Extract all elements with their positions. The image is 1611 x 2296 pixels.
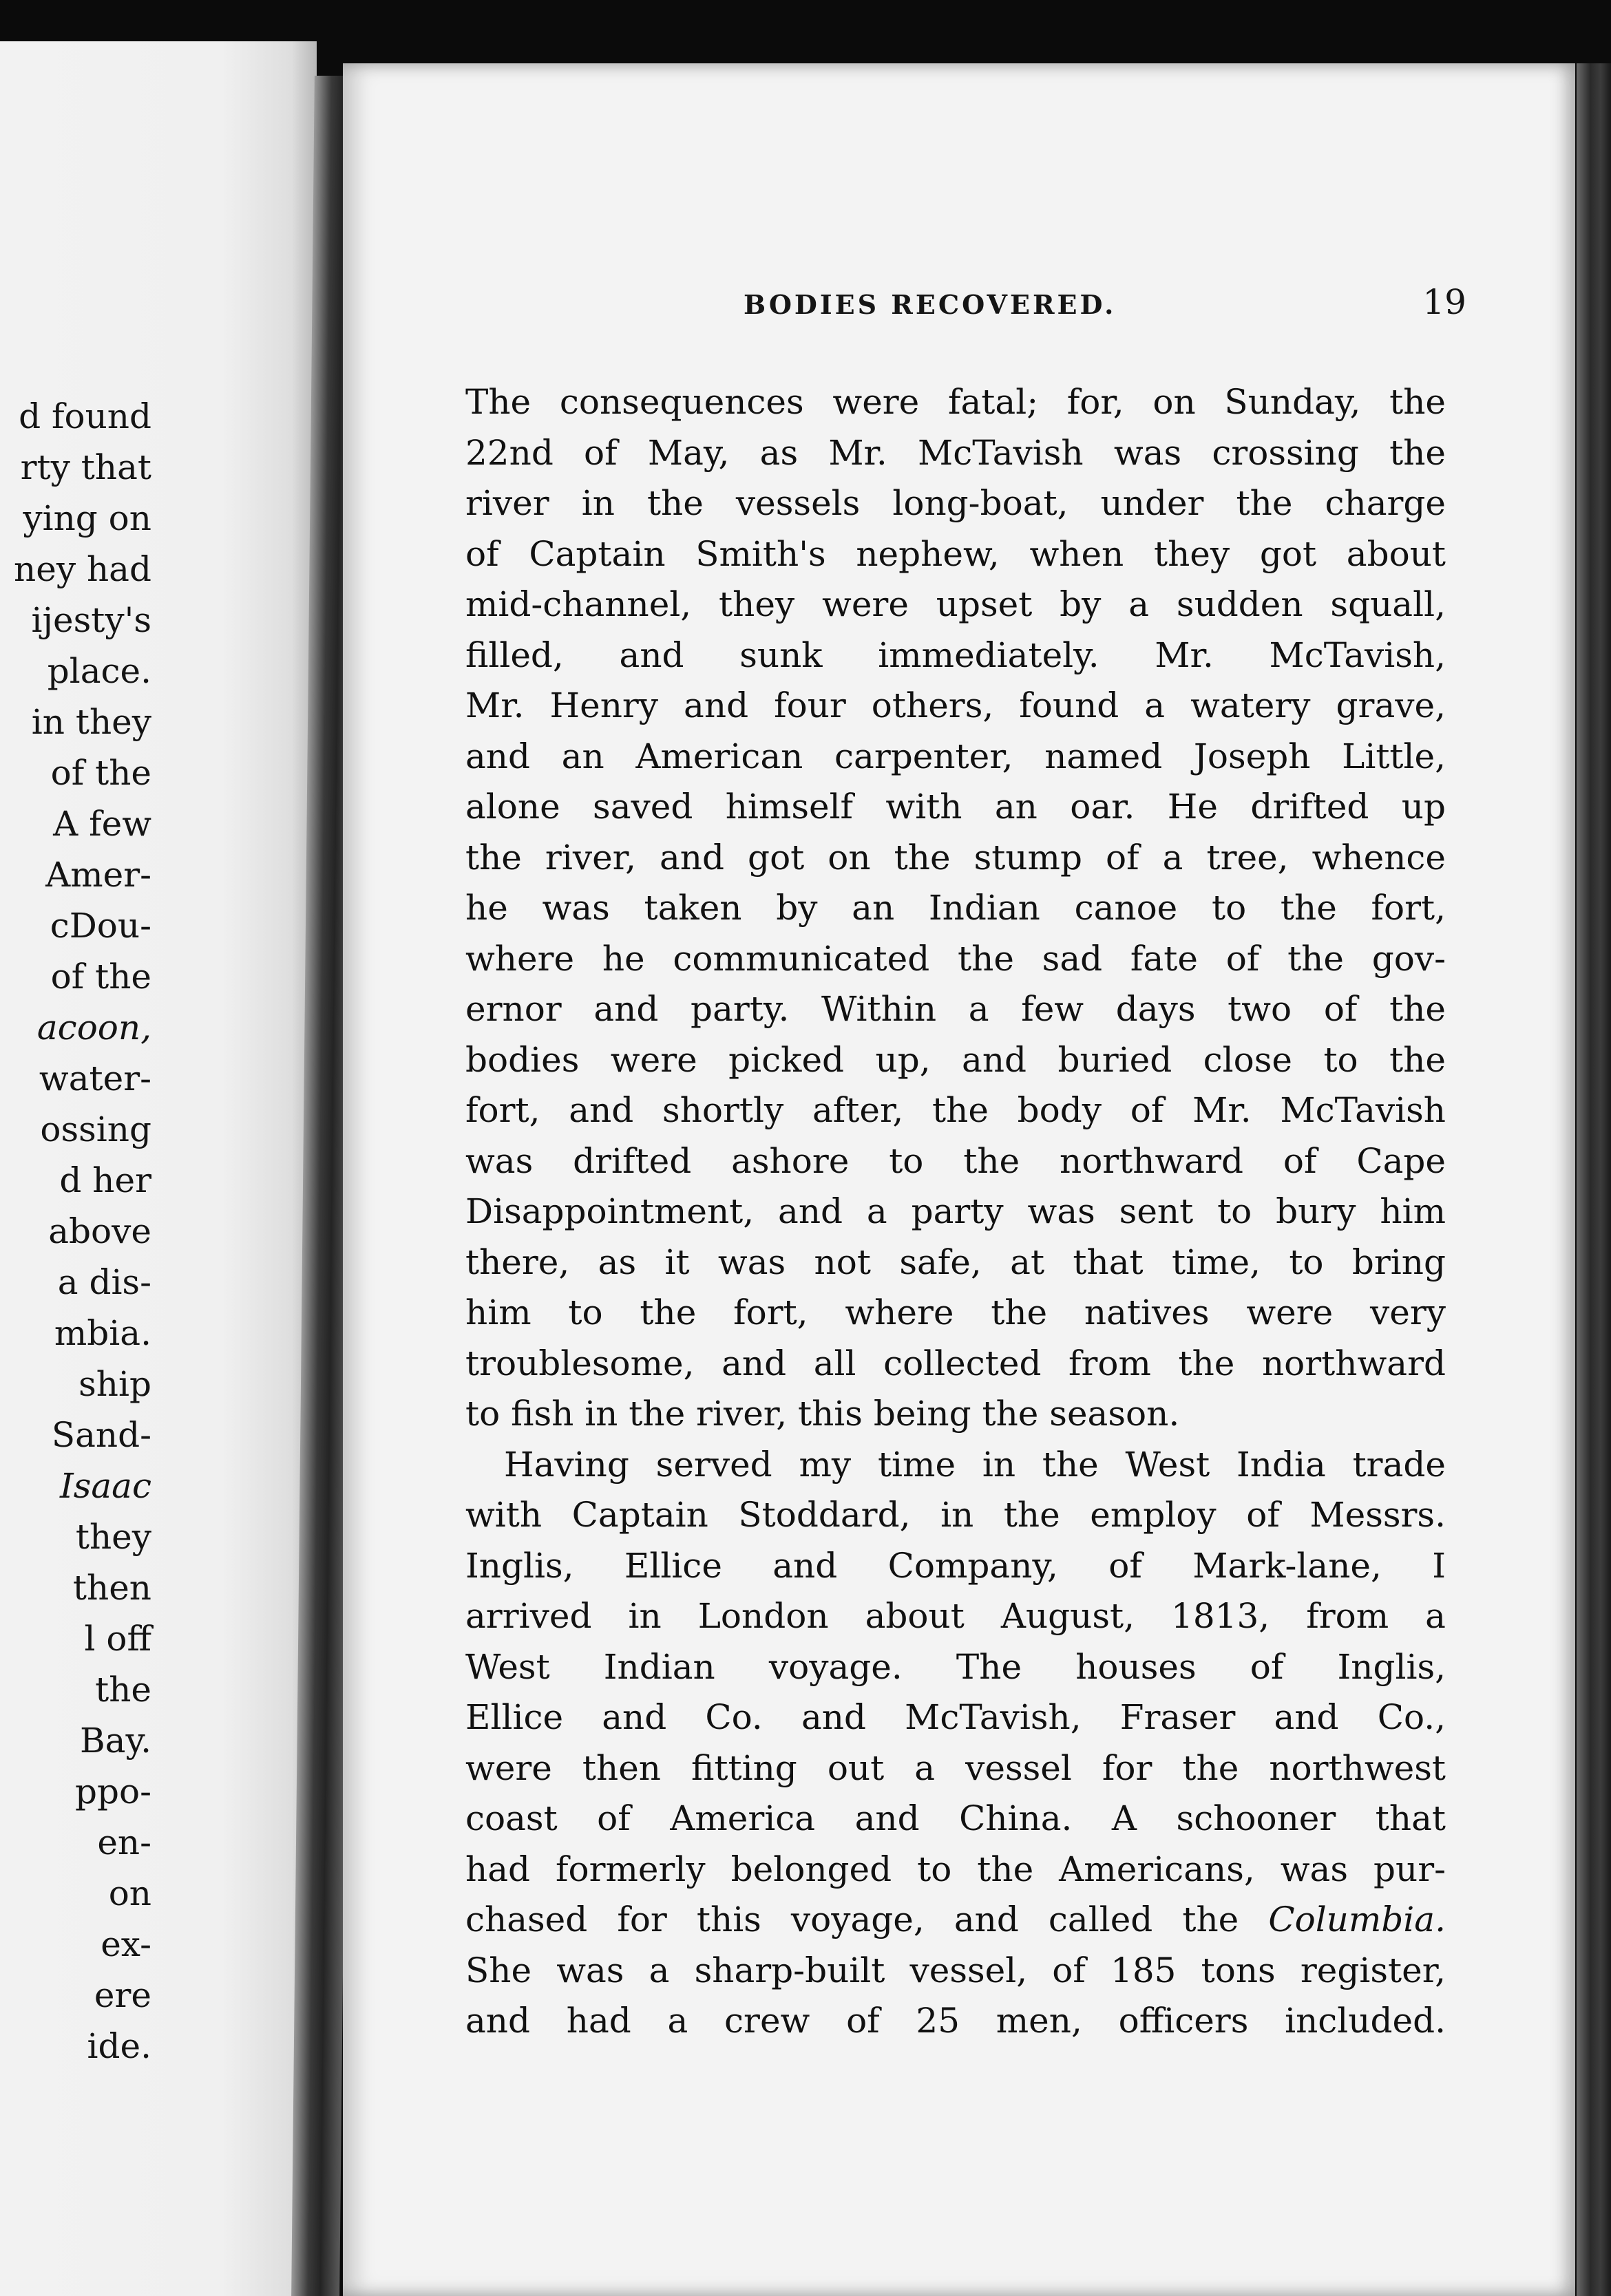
left-line: Amer- <box>45 855 151 895</box>
left-line: Bay. <box>79 1721 151 1761</box>
left-line: water- <box>39 1059 151 1098</box>
text-line-part: chased for this voyage, and called the <box>465 1900 1239 1939</box>
text-line: was drifted ashore to the northward of Cape <box>465 1140 1446 1181</box>
left-line: Sand- <box>51 1415 151 1455</box>
left-line: a dis- <box>57 1262 151 1302</box>
text-line: 22nd of May, as Mr. McTavish was crossing the <box>465 432 1446 473</box>
left-line: in they <box>31 702 151 742</box>
text-line: of Captain Smith's nephew, when they got about <box>465 533 1446 574</box>
text-line: Mr. Henry and four others, found a watery grave, <box>465 685 1446 725</box>
left-line: rty that <box>20 447 151 487</box>
left-line: A few <box>53 804 151 844</box>
page-edge-shadow <box>1577 63 1611 2296</box>
text-line: there, as it was not safe, at that time, to bring <box>465 1242 1446 1282</box>
left-line: of the <box>50 753 151 793</box>
text-line: with Captain Stoddard, in the employ of Messrs. <box>465 1495 1446 1535</box>
running-head: BODIES RECOVERED. <box>744 289 1117 320</box>
text-line-with-ship-name <box>465 1895 1446 1946</box>
text-line: fort, and shortly after, the body of Mr. McTavish <box>465 1090 1446 1130</box>
left-line: ney had <box>14 549 151 589</box>
left-line: Isaac <box>59 1466 151 1506</box>
left-line: ppo- <box>74 1772 151 1811</box>
paragraph-1 <box>465 377 1446 1440</box>
text-line: West Indian voyage. The houses of Inglis, <box>465 1646 1446 1687</box>
left-line: d her <box>59 1160 151 1200</box>
left-line: ying on <box>23 498 151 538</box>
text-line: mid-channel, they were upset by a sudden squall, <box>465 584 1446 624</box>
text-line: filled, and sunk immediately. Mr. McTavish, <box>465 635 1446 675</box>
ship-name: Columbia. <box>1268 1900 1446 1939</box>
left-line: place. <box>47 651 151 691</box>
body-text <box>465 377 1446 2047</box>
left-line: acoon, <box>36 1008 151 1048</box>
text-line: She was a sharp-built vessel, of 185 tons register, <box>465 1950 1446 1990</box>
text-line: he was taken by an Indian canoe to the fort, <box>465 888 1446 928</box>
text-line: Disappointment, and a party was sent to bury him <box>465 1191 1446 1231</box>
text-line: and an American carpenter, named Joseph Little, <box>465 736 1446 776</box>
left-line: ship <box>78 1364 151 1404</box>
text-line: ernor and party. Within a few days two of the <box>465 989 1446 1029</box>
left-line: on <box>108 1873 151 1913</box>
text-line: and had a crew of 25 men, officers included. <box>465 2001 1446 2041</box>
left-line: above <box>48 1211 151 1251</box>
left-line: ossing <box>40 1109 151 1149</box>
text-line: alone saved himself with an oar. He drifted up <box>465 787 1446 827</box>
left-line: en- <box>97 1822 151 1862</box>
left-line: then <box>72 1568 151 1608</box>
text-line: Having served my time in the West India trade <box>504 1444 1446 1485</box>
text-line: had formerly belonged to the Americans, was pur- <box>465 1849 1446 1889</box>
left-line: ide. <box>87 2026 151 2066</box>
page-number: 19 <box>1422 282 1466 322</box>
left-line: cDou- <box>50 906 151 946</box>
left-line: they <box>75 1517 151 1557</box>
paragraph-2 <box>465 1440 1446 2047</box>
text-line: to fish in the river, this being the season. <box>465 1394 1180 1434</box>
left-line: ere <box>94 1975 151 2015</box>
text-line: him to the fort, where the natives were very <box>465 1293 1446 1332</box>
left-line: mbia. <box>54 1313 151 1353</box>
left-line: d found <box>19 396 151 436</box>
text-line: bodies were picked up, and buried close to the <box>465 1039 1446 1080</box>
left-line: l off <box>84 1619 151 1659</box>
text-line: coast of America and China. A schooner that <box>465 1798 1446 1838</box>
text-line: troublesome, and all collected from the northward <box>465 1343 1446 1383</box>
left-line: of the <box>50 957 151 997</box>
left-facing-page <box>0 41 317 2296</box>
text-line: river in the vessels long-boat, under the charge <box>465 483 1446 523</box>
text-line: Ellice and Co. and McTavish, Fraser and Co., <box>465 1697 1446 1737</box>
left-page-text <box>0 391 151 2072</box>
text-line: where he communicated the sad fate of the gov- <box>465 938 1446 979</box>
text-line: the river, and got on the stump of a tree, whence <box>465 837 1446 878</box>
text-line: The consequences were fatal; for, on Sunday, the <box>465 382 1446 422</box>
left-line: ex- <box>101 1924 151 1964</box>
left-line: ijesty's <box>31 600 151 640</box>
text-line: were then fitting out a vessel for the northwest <box>465 1747 1446 1788</box>
text-line: Inglis, Ellice and Company, of Mark-lane, I <box>465 1545 1446 1586</box>
text-line: arrived in London about August, 1813, from a <box>465 1596 1446 1636</box>
left-line: the <box>95 1670 151 1710</box>
